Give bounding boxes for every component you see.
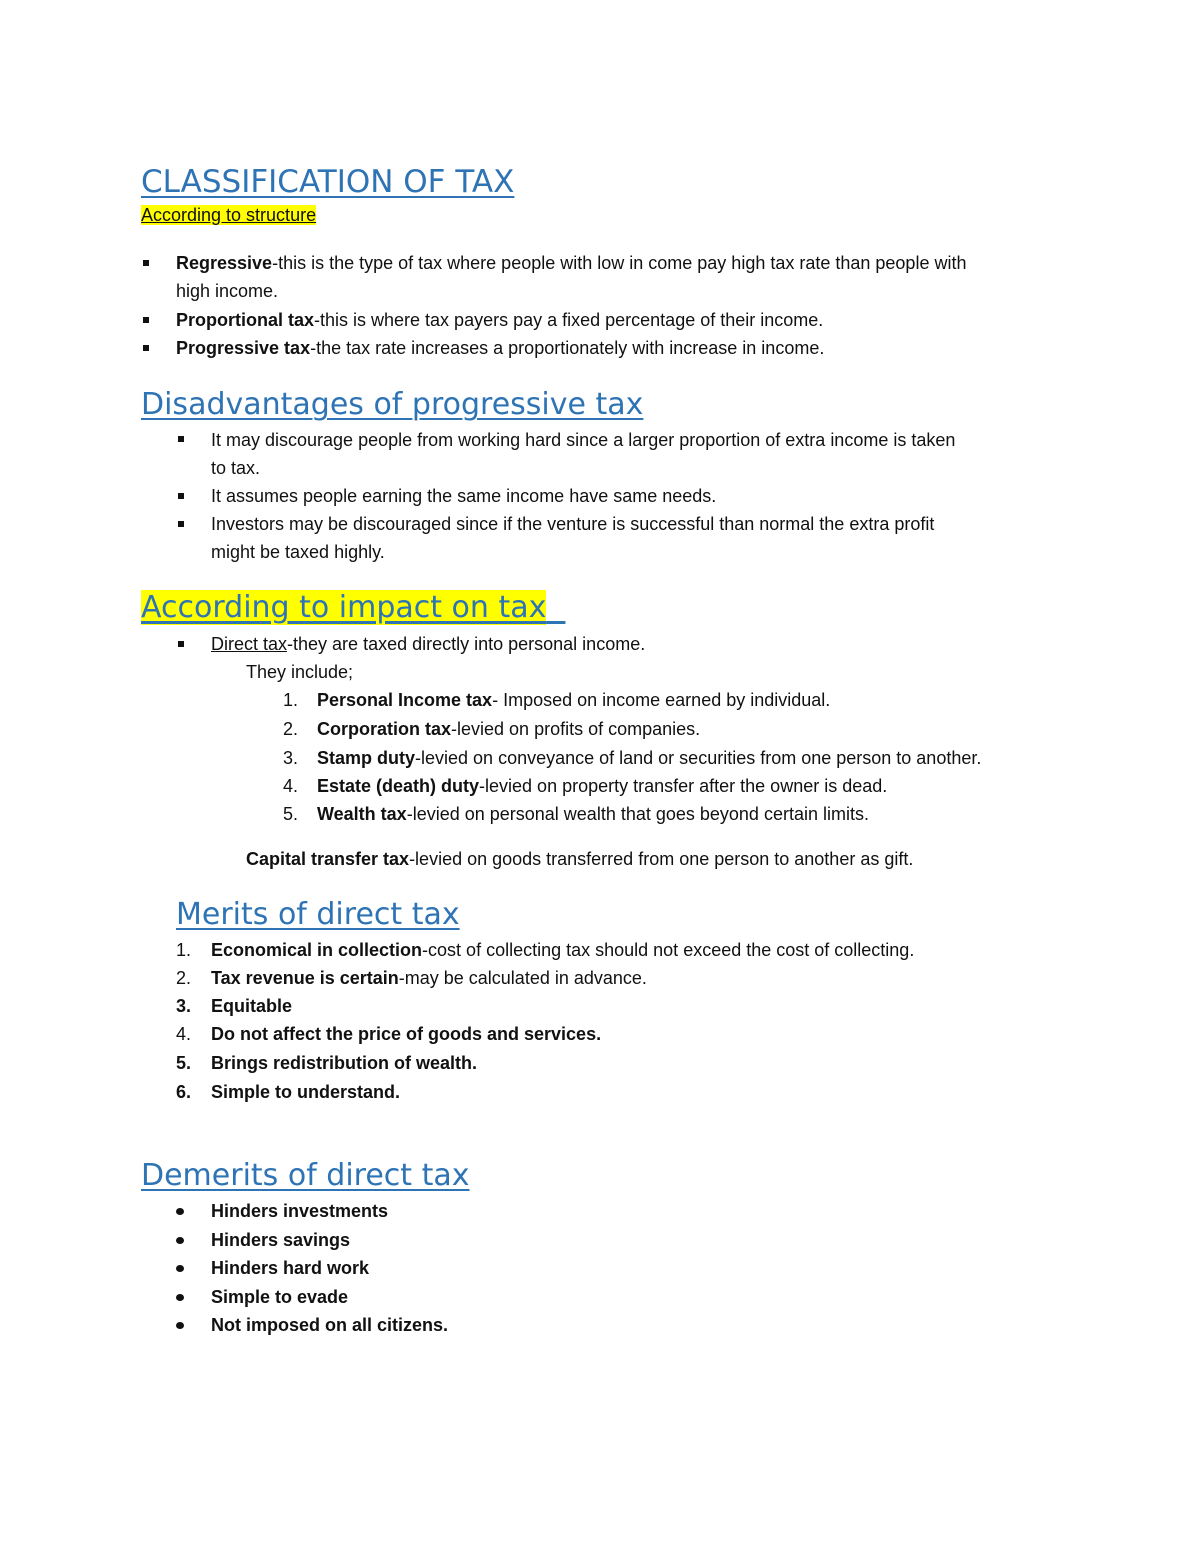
- bullet-icon: [143, 260, 149, 266]
- bullet-icon: [176, 1208, 184, 1215]
- term-label: Simple to understand.: [211, 1082, 401, 1102]
- term-label: Do not affect the price of goods and services.: [211, 1024, 602, 1044]
- term-label: Economical in collection: [211, 940, 423, 960]
- bullet-icon: [178, 436, 184, 442]
- bullet-icon: [176, 1265, 184, 1272]
- bullet-icon: [176, 1322, 184, 1329]
- page-title: CLASSIFICATION OF TAX: [141, 164, 515, 200]
- term-label: Personal Income tax: [317, 690, 493, 710]
- term-label: Wealth tax: [317, 804, 407, 824]
- capital-transfer-line: Capital transfer tax-levied on goods transferred from one person to another as gift.: [246, 849, 914, 869]
- bullet-icon: [178, 521, 184, 527]
- term-label: Corporation tax: [317, 719, 452, 739]
- bullet-icon: [176, 1237, 184, 1244]
- section-heading-demerits: Demerits of direct tax: [141, 1158, 470, 1193]
- term-label: Direct tax: [211, 634, 288, 654]
- include-label: They include;: [246, 662, 354, 682]
- bullet-icon: [143, 345, 149, 351]
- bullet-icon: [143, 317, 149, 323]
- term-label: Stamp duty: [317, 748, 416, 768]
- bullet-icon: [178, 493, 184, 499]
- bullet-icon: [176, 1294, 184, 1301]
- term-label: Progressive tax: [176, 338, 311, 358]
- section-heading-impact: According to impact on tax: [141, 590, 547, 625]
- section-heading-disadvantages: Disadvantages of progressive tax: [141, 387, 644, 422]
- term-label: Proportional tax: [176, 310, 315, 330]
- bullet-icon: [178, 641, 184, 647]
- term-label: Tax revenue is certain: [211, 968, 399, 988]
- term-label: Estate (death) duty: [317, 776, 480, 796]
- document-page: CLASSIFICATION OF TAX According to structure Regressive-this is the type of tax where people with low in come pay high tax rate than people with high income. Proportional tax-this is where tax payers pay a fixed percentage of their income. Progressive tax-the tax rate increases a proportionately with increase in income. Disadvantages of progressive tax It may discourage people from working hard since a larger proportion of extra income is taken to tax. It assumes people earning the same income have same needs. Investors may be discouraged since if the venture is successful than normal the extra profit might be taxed highly. According to impact on tax Direct tax-they are taxed directly into personal income. They include; 1. Personal Income tax- Imposed on income earned by individual. 2. Corporation tax-levied on profits of companies. 3. Stamp duty-levied on conveyance of land or securities from one person to another. 4. Estate (death) duty-levied on property transfer after the owner is dead. 5. Wealth tax-levied on personal wealth that goes beyond certain limits. Capital transfer tax-levied on goods transferred from one person to another as gift. Merits of direct tax 1. Economical in collection-cost of collecting tax should not exceed the cost of collecting. 2. Tax revenue is certain-may be calculated in advance. 3. Equitable 4. Do not affect the price of goods and services. 5. Brings redistribution of wealth. 6. Simple to understand. Demerits of direct tax Hinders investments Hinders savings Hinders hard work Simple to evade Not imposed on all citizens.: [141, 164, 982, 1335]
- section-heading-merits: Merits of direct tax: [176, 897, 460, 932]
- section-subheading-structure: According to structure: [141, 205, 317, 225]
- term-label: Equitable: [211, 996, 293, 1016]
- term-label: Brings redistribution of wealth.: [211, 1053, 478, 1073]
- term-label: Regressive: [176, 253, 273, 273]
